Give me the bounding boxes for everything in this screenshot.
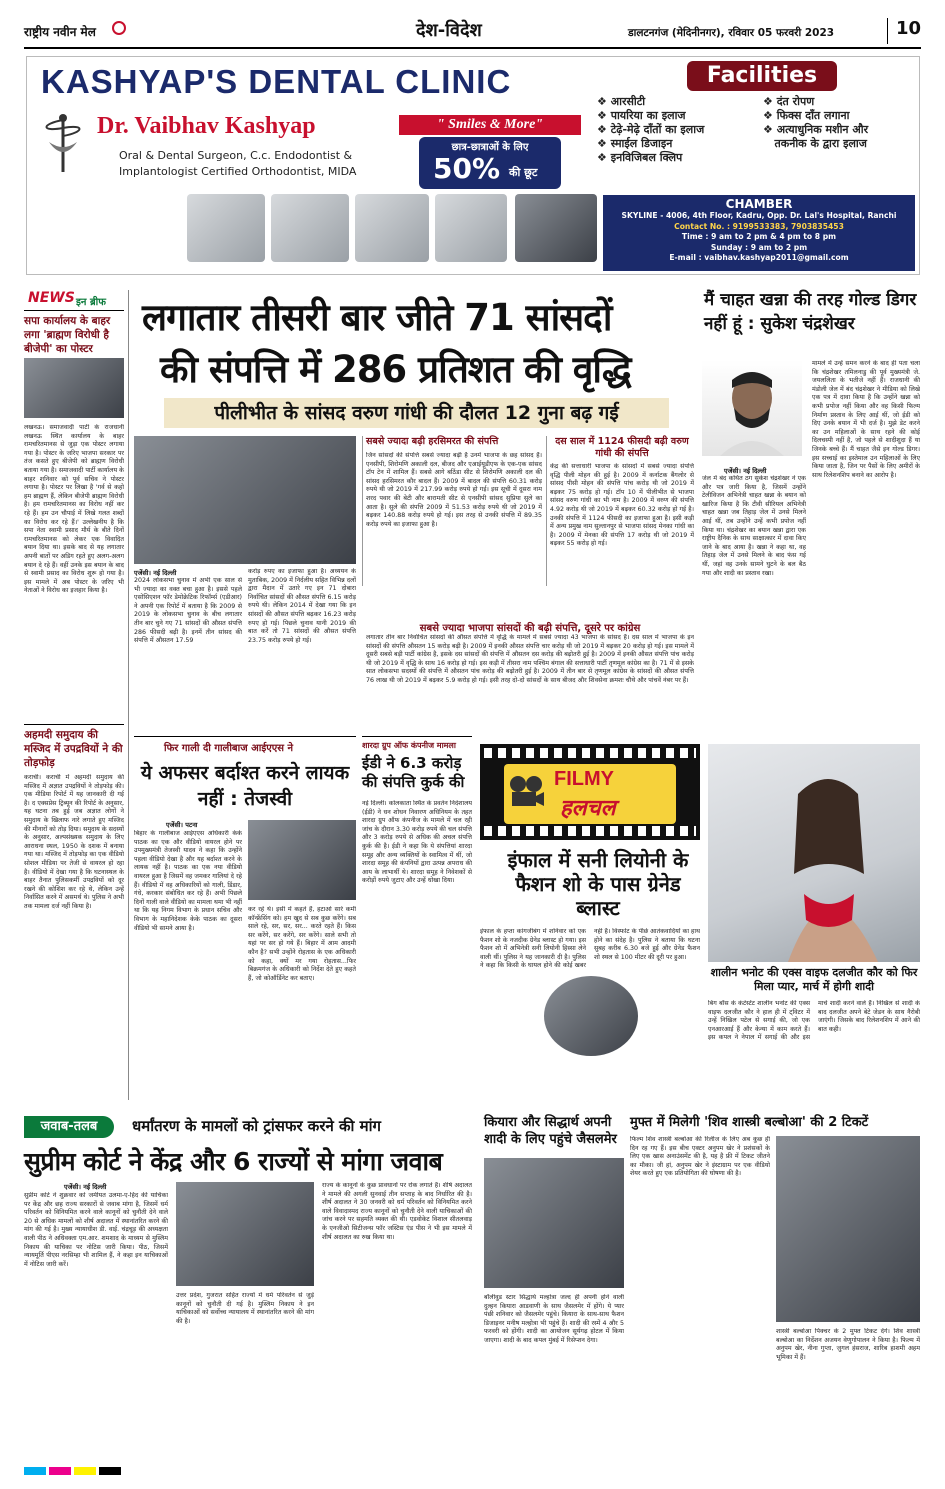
quals-line-2: Implantologist Certified Orthodontist, MIDA (119, 165, 357, 178)
chamber-line: SKYLINE - 4006, 4th Floor, Kadru, Opp. Dr. Lal's Hospital, Ranchi (621, 211, 897, 220)
ed-headline: ईडी ने 6.3 करोड़ की संपत्ति कुर्क की (362, 754, 465, 791)
brief-headline-1: सपा कार्यालय के बाहर लगा 'ब्राह्मण विरोधी है बीजेपी' का पोस्टर (24, 315, 111, 355)
chandrashekhar-col-b: जेल में बंद कथित ठग सुकेश चंद्रशेखर ने एक और पत्र जारी किया है, जिसमें उन्होंने टेलीविजन अभिनेत्री चाहत खन्ना के बयान को खारिज किया है कि टीवी सीरियल अभिनेत्री चाहत खन्ना जब तिहाड़ जेल में उनसे मिलने आई थीं, तब उन्होंने उन्हें कभी प्रपोज नहीं किया था। चंद्रशेखर का बयान खन्ना द्वारा एक राष्ट्रीय दैनिक के साथ साक्षात्कार में दावा किए जाने के बाद आया है। खन्ना ने कहा था, वह तिहाड़ जेल में उनसे मिलने के बाद फंस गई थीं, जहां वह उनके सामने घुटने के बल बैठ गया और शादी का प्रस्ताव रखा। (702, 475, 806, 577)
balboa-story-text-2: शास्त्री बल्बोआ पिक्चर के 2 मुफ्त टिकट देंगे। शिव शास्त्री बल्बोआ का निर्देशन अजयन वेणुगोपालन ने किया है। फिल्म में अनुपम खेर, नीना गुप्ता, जुगल हंसराज, शारिब हाशमी अहम भूमिका में हैं। (776, 1328, 920, 1361)
dental-ad (26, 56, 920, 275)
lead-dateline: एजेंसी। नई दिल्ली (134, 569, 177, 577)
facilities-title: Facilities (687, 61, 837, 91)
divider (134, 736, 356, 737)
kiara-sidharth-photo (484, 1158, 624, 1288)
offer-percent: 50% (433, 152, 501, 185)
masthead (24, 18, 921, 48)
kiara-headline: कियारा और सिद्धार्थ अपनी शादी के लिए पहुंचे जैसलमेर (484, 1115, 617, 1147)
ed-kicker: शारदा ग्रुप ऑफ कंपनीज मामला (362, 741, 456, 750)
paper-name: राष्ट्रीय नवीन मेल (24, 25, 96, 39)
chamber-line: Contact No. : 9199533383, 7903835453 (674, 221, 844, 231)
lead-headline-line-2: की संपत्ति में 286 प्रतिशत की वृद्धि (160, 348, 631, 391)
facility-item: ❖ आरसीटी (597, 95, 646, 108)
news-label: NEWS (28, 290, 75, 306)
news-brief-column (24, 290, 124, 1100)
sunny-story: इंफाल के हप्ता कांगजीबंग में शनिवार को एक फैशन शो के नजदीक ग्रेनेड ब्लास्ट हो गया। इस फैशन शो में अभिनेत्री सनी लियोनी हिस्सा लेने वाली थीं। पुलिस ने यह जानकारी दी है। पुलिस ने कहा कि किसी के घायल होने की कोई खबर नहीं है। विस्फोट के पीछे आतंकवादियों का हाथ होने का संदेह है। पुलिस ने बताया कि घटना सुबह करीब 6.30 बजे हुई और ग्रेनेड फैशन शो स्थल से 100 मीटर की दूरी पर हुआ। (480, 928, 700, 970)
column-rule (128, 290, 129, 1100)
supreme-court-story (24, 1114, 476, 1448)
sukesh-photo (702, 360, 802, 456)
facility-item: ❖ टेढ़े-मेढ़े दाँतों का इलाज (597, 123, 705, 136)
kiara-story-text: बॉलीवुड स्टार सिद्धार्थ मल्होत्रा जल्द ही अपनी होने वाली दुल्हन कियारा आडवाणी के साथ जैसलमेर में होंगे। ये प्यार पंछी शनिवार को जैसलमेर पहुंचे। कियारा के साथ-साथ फैशन डिजाइनर मनीष मल्होत्रा भी पहुंचे हैं। शादी की रस्में 4 और 5 फरवरी को होंगी। शादी का आयोजन सूर्यगढ़ होटल में किया जाएगा। शादी के बाद कपल मुंबई में रिसेप्शन देगा। (484, 1294, 624, 1344)
box2-title: दस साल में 1124 फीसदी बढ़ी वरुण गांधी की संपत्ति (555, 436, 689, 459)
sunny-headline: इंफाल में सनी लियोनी के फैशन शो के पास ग्रेनेड ब्लास्ट (507, 848, 689, 920)
caduceus-icon (39, 112, 87, 174)
filmy-logo-hindi: हलचल (560, 796, 616, 821)
offer-tail: की छूट (509, 166, 538, 179)
chamber-line: Sunday : 9 am to 2 pm (710, 242, 808, 252)
filmy-logo-panel (504, 764, 676, 824)
divider (887, 18, 888, 44)
lead-col-2: करोड़ रुपए का इजाफा हुआ है। अध्ययन के मुताबिक, 2009 में निर्दलीय सहित विभिन्न दलों द्वारा मैदान में उतारे गए इन 71 दोबारा निर्वाचित सांसदों की औसत संपत्ति 6.15 करोड़ रुपये थी। लेकिन 2014 में देखा गया कि इन सांसदों की औसत संपत्ति बढ़कर 16.23 करोड़ रुपए हो गई। पिछले चुनाव यानी 2019 की बात करें तो 71 सांसदों की औसत संपत्ति 23.75 करोड़ रुपये हो गई। (248, 568, 356, 644)
jawab-col-3: उत्तर प्रदेश, गुजरात सहित राज्यों में धर्म परिवर्तन से जुड़े कानूनों को चुनौती दी गई है। मुस्लिम निकाय ने इन याचिकाओं को सर्वोच्च न्यायालय में स्थानांतरित करने की मांग की है। (176, 1292, 314, 1325)
braces-image (355, 194, 429, 262)
smile-image (435, 194, 507, 262)
jawab-headline: सुप्रीम कोर्ट ने केंद्र और 6 राज्यों से मांगा जवाब (24, 1147, 443, 1176)
tagline: " Smiles & More" (399, 115, 581, 135)
film-strip-bottom (484, 826, 696, 836)
filmy-section (480, 744, 920, 1106)
box1-story: जिन सांसदों की संपत्ति सबसे ज्यादा बढ़ी है उनमें भाजपा के छह सांसद हैं। एनसीपी, शिरोमणि अकाली दल, बीजद और एआईयूडीएफ के एक-एक सांसद टॉप टेन में शामिल हैं। सबसे आगे बठिंडा सीट से शिरोमणि अकाली दल की सांसद हरसिमरत कौर बादल हैं। 2009 में बादल की संपत्ति 60.31 करोड़ रुपये थी जो 2019 में 217.99 करोड़ रुपये हो गई। इस सूची में दूसरा नाम शरद पवार की बेटी और बारामती सीट से एनसीपी सांसद सुप्रिया सुले का आता है। सुले की संपत्ति 2009 में 51.53 करोड़ रुपये थी जो 2019 में बढ़कर 140.88 करोड़ रुपये हो गई। इस तरह से उनकी संपत्ति में 89.35 करोड़ रुपये का इजाफा हुआ है। (366, 452, 542, 528)
implant-image (271, 194, 349, 262)
tejaswi-dateline: एजेंसी। पटना (166, 821, 198, 829)
tejaswi-col-1: बिहार के गालीबाज आईएएस अधिकारी केके पाठक का एक और वीडियो वायरल होने पर उपमुख्यमंत्री तेजस्वी यादव ने कहा कि उन्होंने पहला वीडियो देखा है और यह बर्दाश्त करने के लायक नहीं है। पाठक का एक नया वीडियो वायरल हुआ है जिसमें वह जमकर गालियां दे रहे हैं। वीडियो में वह अधिकारियों को गाली, डिंडार, गंधे, करकार संबोधित कर रहे हैं। अभी पिछले दिनों गाली वाले वीडियो का मामला थमा भी नहीं था कि यह निगम विभाग के प्रधान सचिव और विभाग के महानिदेशक केके पाठक का दूसरा वीडियो भी सामने आया है। (134, 830, 242, 932)
daljeet-story: बिग बॉस के कंटेस्टेंट शालीन भनोट की एक्स वाइफ दलजीत कौर ने हाल ही में ट्विटर में उन्हें निखिल पटेल से सगाई की, जो एक एनआरआई हैं और केन्या में काम करते हैं। इस कपल ने नेपाल में सगाई की और इस मार्च शादी करने वाले हैं। निखिल से शादी के बाद दलजीत अपने बेटे जेडन के साथ नैरोबी जाएंगी। जिसके बाद रिलेशनशिप में आने की बात कही। (708, 1000, 920, 1042)
kiara-story (484, 1114, 624, 1448)
chandrashekhar-headline: मैं चाहत खन्ना की तरह गोल्ड डिगर नहीं हूं : सुकेश चंद्रशेखर (704, 290, 917, 334)
daljeet-headline: शालीन भनोट की एक्स वाइफ दलजीत कौर को फिर मिला प्यार, मार्च में होगी शादी (710, 966, 918, 993)
parliament-photo (134, 436, 356, 564)
doctor-name: Dr. Vaibhav Kashyap (97, 113, 316, 139)
facility-item: ❖ दंत रोपण (763, 95, 815, 108)
facility-item: ❖ पायरिया का इलाज (597, 109, 686, 122)
jawab-tag: जवाब-तलब (24, 1116, 114, 1138)
chamber-box (603, 195, 915, 271)
chandrashekhar-col-a: मामले में उन्हें समन करने के बाद ही पता चला कि चंद्रशेखर तमिलनाडु की पूर्व मुख्यमंत्री जे. जयललिता के भतीजे नहीं हैं। राजधानी की मंडोली जेल में बंद चंद्रशेखर ने मीडिया को लिखे एक पत्र में दावा किया है कि उन्होंने खन्ना को कभी प्रपोज नहीं किया और वह किसी फिल्म निर्माण प्रस्ताव के लिए आई थीं, जो ईडी को दिए उनके बयान में भी दर्ज है। मुझे डेट करने का उन महिलाओं के साथ रहने की कोई दिलचस्पी नहीं है, जो पहले से शादीशुदा हैं या जिनके बच्चे हैं। मैं चाहत जैसे इन गोल्ड डिगर। इस सच्चाई का इस्तेमाल उन महिलाओं के लिए किया जाता है, जिन पर पैसों के लिए अमीरों के साथ रिलेशनशिप बनाने का आरोप है। (812, 360, 920, 479)
box3-story: लगातार तीन बार निर्वाचित सांसदों की औसत संपत्ति में वृद्धि के मामले में सबसे ज्यादा 43 भाजपा के सांसद हैं। दस साल में भाजपा के इन सांसदों की संपत्ति औसतन 15 करोड़ बढ़ी है। 2009 में इनकी औसत संपत्ति चार करोड़ थी जो 2019 में बढ़कर 20 करोड़ हो गई। इस मामले में दूसरी सबसे बड़ी पार्टी कांग्रेस है, इसके दस सांसदों की संपत्ति में औसतन दस करोड़ की बढ़ोतरी हुई है। 2009 में इनकी औसत संपत्ति पांच करोड़ थी जो 2019 में वृद्धि के साथ 16 करोड़ हो गई। इस कड़ी में तीसरा नाम पश्चिम बंगाल की सत्ताधारी पार्टी तृणमूल कांग्रेस का है। 71 में से इसके सात लोकसभा सदस्यों की संपत्ति में औसतन पांच करोड़ की बढ़ोतरी हुई है। 2009 में तीन बार से तृणमूल कांग्रेस के सांसदों की औसत संपत्ति 76 लाख थी जो 2019 में बढ़कर 5.9 करोड़ हो गई। इसी तरह दो-दो सांसदों के साथ बीजद और शिवसेना क्रमशः चौथे और पांचवें नंबर पर हैं। (366, 634, 694, 684)
box1-title: सबसे ज्यादा बढ़ी हरसिमरत की संपत्ति (366, 436, 499, 447)
chamber-title: CHAMBER (725, 197, 793, 211)
anupam-photo (776, 1136, 920, 1322)
chandrashekhar-dateline: एजेंसी। नई दिल्ली (724, 467, 767, 475)
divider (362, 436, 363, 586)
chandrashekhar-story (702, 288, 920, 748)
tejaswi-photo (248, 820, 356, 900)
ed-story (362, 736, 472, 1106)
print-color-bar (24, 1460, 921, 1470)
film-strip-top (484, 748, 696, 758)
balboa-story (630, 1114, 920, 1448)
offer-text: छात्र-छात्राओं के लिए (451, 142, 529, 153)
lead-col-1: 2024 लोकसभा चुनाव में अभी एक साल से भी ज्यादा का वक्त बचा हुआ है। इससे पहले एसोसिएशन फॉर डेमोक्रेटिक रिफॉर्म्स (एडीआर) ने अपनी एक रिपोर्ट में बताया है कि 2009 से 2019 के लोकसभा चुनाव के बीच लगातार तीन बार चुने गए 71 सांसदों की औसत संपत्ति 286 फीसदी बढ़ी है। इनमें तीन सांसद की संपत्ति में औसतन 17.59 (134, 577, 242, 645)
facilities-left (597, 95, 704, 165)
box3-title: सबसे ज्यादा भाजपा सांसदों की बढ़ी संपत्ति, दूसरे पर कांग्रेस (419, 623, 641, 634)
dentures-image (187, 194, 265, 262)
lead-headline-line-1: लगातार तीसरी बार जीते 71 सांसदों (142, 296, 612, 339)
filmy-logo-text: FILMY (554, 768, 614, 790)
facility-item: ❖ अत्याधुनिक मशीन और (763, 123, 869, 136)
facilities-right (763, 95, 868, 151)
jawab-col-2: राज्य के कानूनों के कुछ प्रावधानों पर रोक लगाते हैं। शीर्ष अदालत ने मामले की अगली सुनवाई तीन सप्ताह के बाद निर्धारित की है। शीर्ष अदालत ने 30 जनवरी को धर्म परिवर्तन को विनियमित करने वाले विवादास्पद राज्य कानूनों को चुनौती देने वाली याचिकाओं की जांच करने पर सहमति व्यक्त की थी। एडवोकेट विशाल सीतलवाड़ के एनजीओ सिटीजन्स फॉर जस्टिस एंड पीस ने भी इस मामले में शीर्ष अदालत का रुख किया था। (322, 1182, 472, 1241)
lead-subhead: पीलीभीत के सांसद वरुण गांधी की दौलत 12 गुना बढ़ गई (164, 398, 669, 428)
tejaswi-headline: ये अफसर बर्दाश्त करने लायक नहीं : तेजस्वी (140, 762, 350, 810)
facilities-list (595, 93, 915, 203)
brief-story-1: लखनऊ। समाजवादी पार्टी के राजधानी लखनऊ स्थित कार्यालय के बाहर रामचरितमानस से जुड़ा एक पोस्टर लगाया गया है। पोस्टर के जरिए भाजपा सरकार पर तंज कसते हुए बीजेपी को ब्राह्मण विरोधी बताया गया है। समाजवादी पार्टी कार्यालय के बाहर शनिवार को पूर्व सचिव ने पोस्टर लगाया है। पोस्टर पर लिखा है 'गर्व से कहो हम ब्राह्मण हैं, लेकिन बीजेपी ब्राह्मण विरोधी है। हम रामचरितमानस का विरोध नहीं कर रहे हैं। हम उन चौपाई में लिखे गलत शब्दों का विरोध कर रहे हैं।' उल्लेखनीय है कि सपा नेता स्वामी प्रसाद मौर्य के बीते दिनों रामचरितमानस को लेकर एक विवादित बयान दिया था। इसके बाद से यह लगातार अपनी बातों पर अडिग रहते हुए अलग-अलग बयान दे रहे हैं। वहीं उनके इस बयान के बाद से स्वामी प्रसाद का विरोध शुरू हो गया है। इस मामले में अब पोस्टर के जरिए भी नेताओं ने विरोध का इजहार किया है। (24, 424, 124, 595)
poster-photo (24, 358, 124, 418)
divider (362, 736, 472, 737)
masthead-emblem-icon (112, 21, 126, 35)
jawab-kicker: धर्मांतरण के मामलों को ट्रांसफर करने की मांग (132, 1117, 381, 1135)
quals-line-1: Oral & Dental Surgeon, C.c. Endodontist & (119, 149, 353, 162)
film-camera-icon (508, 774, 546, 814)
divider (24, 724, 124, 725)
filmy-logo (480, 744, 700, 840)
page-number: 10 (896, 18, 922, 39)
clinic-name: KASHYAP'S DENTAL CLINIC (41, 63, 512, 100)
masthead-rule (24, 47, 921, 49)
sunny-photo (544, 976, 638, 1056)
tejaswi-story (134, 736, 356, 1106)
chamber-line: E-mail : vaibhav.kashyap2011@gmail.com (669, 253, 849, 262)
lead-story (134, 290, 694, 730)
jawab-dateline: एजेंसी। नई दिल्ली (64, 1183, 107, 1191)
facility-item: ❖ स्माईल डिजाइन (597, 137, 673, 150)
offer-badge (419, 137, 561, 189)
facility-item: ❖ फिक्स दाँत लगाना (763, 109, 850, 122)
child-dental-photo (515, 194, 597, 262)
box2-story: केंद्र की सत्ताधारी भाजपा के सांसदों में सबसे ज्यादा संपत्ति वृद्धि पीली मोहन की हुई है। 2009 में कर्नाटक बैंगलोर से सांसद पीसी मोहन की संपत्ति पांच करोड़ थी जो 2019 में बढ़कर 75 करोड़ हो गई। टॉप 10 में पीलीभीत से भाजपा सांसद वरुण गांधी का भी नाम है। 2009 में वरुण की संपत्ति 4.92 करोड़ थी जो 2019 में बढ़कर 60.32 करोड़ हो गई है। उनकी संपत्ति में 1124 फीसदी का इजाफा हुआ है। इसी कड़ी में अन्य प्रमुख नाम सुल्तानपुर से भाजपा सांसद मेनका गांधी का है। 2009 में मेनका की संपत्ति 17 करोड़ थी जो 2019 में बढ़कर 55 करोड़ हो गई। (550, 463, 694, 548)
brief-headline-2: अहमदी समुदाय की मस्जिद में उपद्रवियों ने की तोड़फोड़ (24, 729, 123, 769)
dateline: डालटनगंज (मेदिनीनगर), रविवार 05 फरवरी 2023 (628, 27, 835, 39)
balboa-headline: मुफ्त में मिलेगी 'शिव शास्त्री बल्बोआ' की 2 टिकटें (630, 1115, 869, 1130)
supreme-court-photo (176, 1182, 314, 1286)
section-title: देश-विदेश (416, 20, 482, 41)
divider (546, 436, 547, 586)
news-label-2: इन ब्रीफ (76, 297, 106, 308)
chamber-line: Time : 9 am to 2 pm & 4 pm to 8 pm (681, 232, 837, 241)
facility-item: तकनीक के द्वारा इलाज (774, 137, 867, 150)
daljeet-photo (708, 744, 920, 962)
brief-story-2: कराची। कराची में अहमदी समुदाय की मस्जिद में अज्ञात उपद्रवियों ने तोड़फोड़ की। एक मीडिया रिपोर्ट में यह जानकारी दी गई है। द एक्सप्रेस ट्रिब्यून की रिपोर्ट के अनुसार, यह घटना तब हुई जब अज्ञात लोगों ने समुदाय के खिलाफ नारे लगाते हुए मस्जिद की मीनारों को तोड़ दिया। समुदाय के सदस्यों के अनुसार, अल्पसंख्यक समुदाय के लिए आराधना स्थल, 1950 के दशक में बनाया गया था। मस्जिद में तोड़फोड़ का एक वीडियो सोशल मीडिया पर तेजी से वायरल हो रहा है। वीडियो में देखा गया है कि घटनास्थल के बाहर तैनात पुलिसकर्मी उपद्रवियों को दूर रखने की कोशिश कर रहे थे, लेकिन उन्हें निर्वासित करने में असमर्थ थे। पुलिस ने अभी तक मामला दर्ज नहीं किया है। (24, 774, 124, 910)
jawab-col-1: सुप्रीम कोर्ट ने शुक्रवार को जमीयत उलमा-ए-हिंद की याचिका पर केंद्र और छह राज्य सरकारों से जवाब मांगा है, जिसमें धर्म परिवर्तन को विनियमित करने वाले कानूनों को चुनौती देने वाले 20 से अधिक मामलों को शीर्ष अदालत में स्थानांतरित करने की मांग की गई है। मुख्य न्यायाधीश डी. वाई. चंद्रचूड़ की अध्यक्षता वाली पीठ ने अधिवक्ता एम.आर. शमशाद के माध्यम से मुस्लिम निकाय की याचिका पर नोटिस जारी किया। पीठ, जिसमें न्यायमूर्ति पीएस नरसिम्हा भी शामिल हैं, ने कहा इन याचिकाओं में नोटिस जारी करें। (24, 1192, 168, 1268)
ed-story-text: नई दिल्ली। कोलकाता स्थित के प्रवर्तन निदेशालय (ईडी) ने धन शोधन निवारण अधिनियम के तहत शारदा ग्रुप ऑफ कंपनीज के मामले में चल रही जांच के दौरान 3.30 करोड़ रुपये की चल संपत्ति और 3 करोड़ रुपये से अधिक की अचल संपत्ति कुर्क की है। ईडी ने कहा कि ये संपत्तियां शारदा समूह और अन्य व्यक्तियों के स्वामित्व में थीं, जो शारदा समूह की कंपनियों द्वारा उत्पन्न अपराध की आय के लाभार्थी थे। शारदा समूह ने निवेशकों से करोड़ों रुपये जुटाए और उन्हें धोखा दिया। (362, 800, 472, 885)
tejaswi-col-2: कर रहे थे। इसी में कहते हैं, हटाओ सारे कर्मी कॉन्फ्रेंसिंग को। हम खुद से सब कुछ करेंगे। सब साले रहे, सर, सर, सर... करते रहते हैं। किस सर करेंगे, सर करेंगे, सर करेंगे। साले सभी तो यहां पर सर हो गये हैं। बिहार में आम आदमी कौन है? सभी उन्होंने रोहतास के एक अधिकारी को कहा, क्यों मर गया रोहतास...फिर बिक्रमगंज के अधिकारी को निर्देश देते हुए कहते हैं, जो कोऑर्डिनेट कर बताए। (248, 906, 356, 982)
tejaswi-kicker: फिर गाली दी गालीबाज आईएएस ने (164, 743, 294, 754)
facility-item: ❖ इनविजिबल क्लिप (597, 151, 683, 164)
balboa-story-text: फिल्म शिव शास्त्री बल्बोआ की रिलीज के लिए अब कुछ ही दिन रह गए हैं। इस बीच एक्टर अनुपम खेर ने प्रशंसकों के लिए एक खास अनाउंसमेंट की है, यह है फ्री में टिकट जीतने का मौका। जी हां, अनुपम खेर ने इंस्टाग्राम पर एक वीडियो शेयर करते हुए एक प्रतियोगिता की घोषणा की है। (630, 1136, 770, 1178)
divider (24, 310, 124, 311)
